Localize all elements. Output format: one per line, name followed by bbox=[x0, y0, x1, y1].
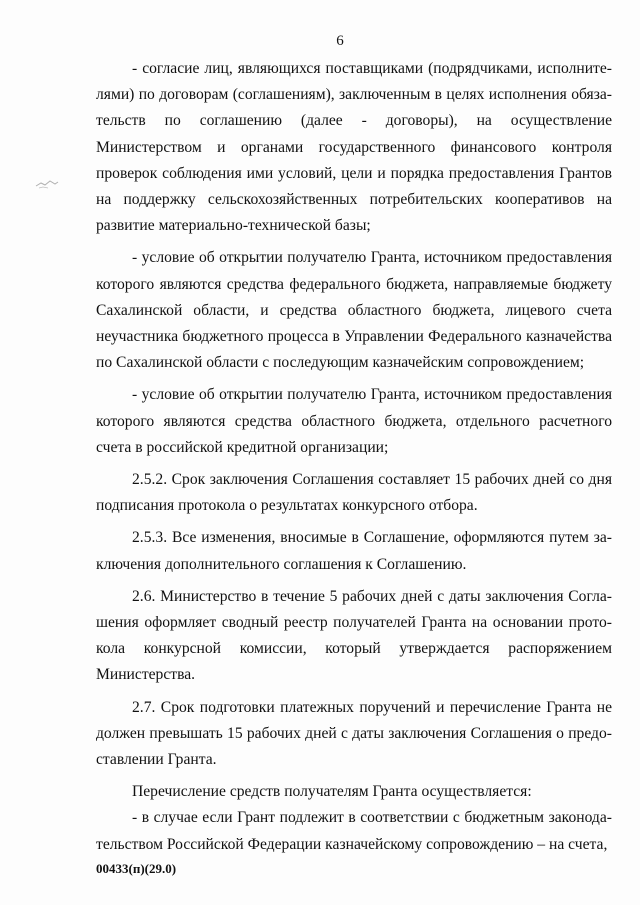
scan-artifact-icon bbox=[34, 178, 60, 190]
paragraph-2-7: 2.7. Срок подготовки платежных поручений и перечисление Гранта не должен превышать 15 рабочих дней с даты заключения Соглашения о предоставлении Гранта. bbox=[96, 698, 612, 769]
footer-document-code: 00433(п)(29.0) bbox=[96, 861, 177, 876]
paragraph-2-5-2: 2.5.2. Срок заключения Соглашения составляет 15 рабочих дней со дня подписания протокола о результатах конкурсного отбора. bbox=[96, 471, 612, 515]
paragraph-treasury-case: - в случае если Грант подлежит в соответствии с бюджетным законодательством Российской Федерации казначейскому сопровождению – на счета, bbox=[96, 809, 612, 853]
paragraph-transfer-intro: Перечисление средств получателям Гранта осуществляется: bbox=[132, 783, 532, 801]
paragraph-2-6: 2.6. Министерство в течение 5 рабочих дней с даты заключения Соглашения оформляет сводный реестр получателей Гранта на основании протокола конкурсной комиссии, который утверждается распоряжением Министерства. bbox=[96, 587, 612, 684]
document-body bbox=[96, 56, 612, 858]
paragraph-federal-account: - условие об открытии получателю Гранта, источником предоставления которого являются средства федерального бюджета, направляемые бюджету Сахалинской области, и средства областного бюджета, лицевого счета неучастника бюджетного процесса в Управлении Федерального казначейства по Сахалинской области с последующим казначейским сопровождением; bbox=[96, 249, 612, 372]
paragraph-consent: - согласие лиц, являющихся поставщиками (подрядчиками, исполнителями) по договорам (соглашениям), заключенным в целях исполнения обязательств по соглашению (далее - договоры), на осуществление Министерством и органами государственного финансового контроля проверок соблюдения ими условий, цели и порядка предоставления Грантов на поддержку сельскохозяйственных потребительских кооперативов на развитие материально-технической базы; bbox=[96, 60, 612, 235]
paragraph-regional-account: - условие об открытии получателю Гранта, источником предоставления которого являются средства областного бюджета, отдельного расчетного счета в российской кредитной организации; bbox=[96, 386, 612, 456]
page-number: 6 bbox=[336, 33, 344, 49]
paragraph-2-5-3: 2.5.3. Все изменения, вносимые в Соглашение, оформляются путем заключения дополнительного соглашения к Соглашению. bbox=[96, 529, 612, 573]
